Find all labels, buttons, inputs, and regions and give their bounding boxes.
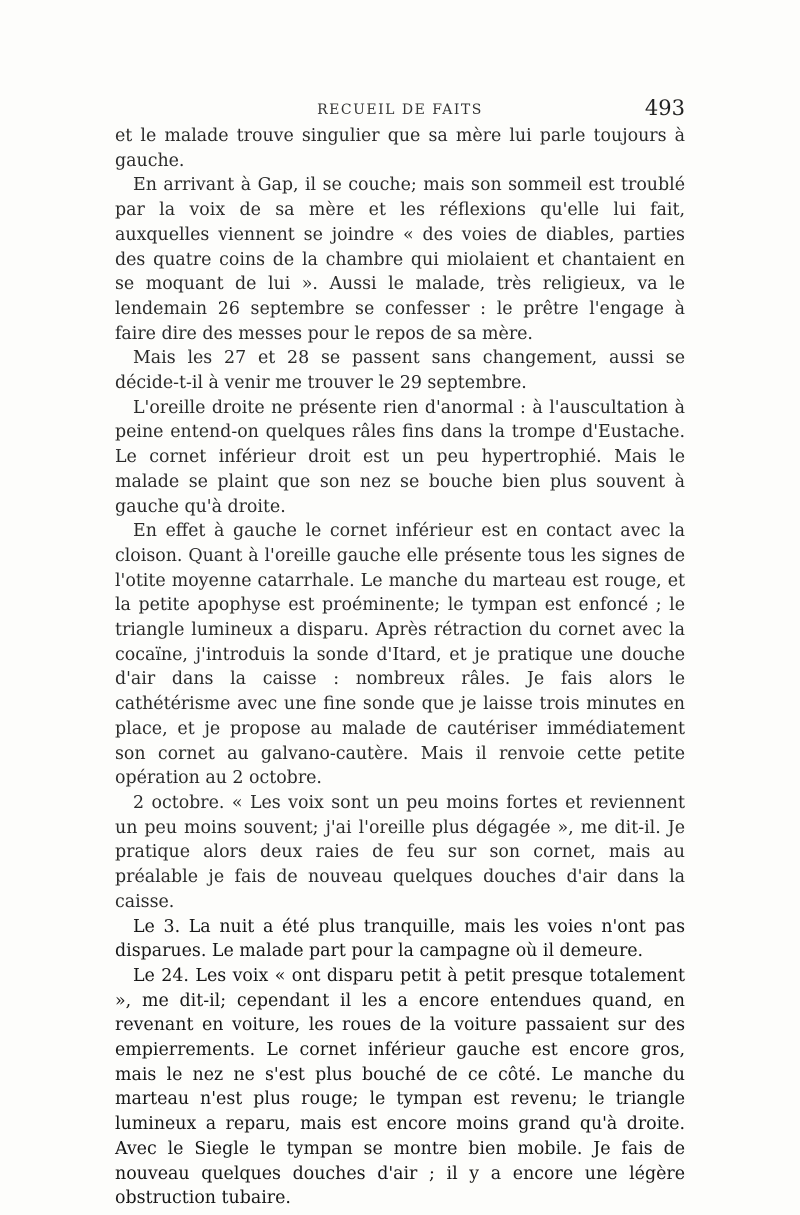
paragraph: Mais les 27 et 28 se passent sans changement, aussi se décide-t-il à venir me trouver le 29 septembre.: [115, 348, 685, 394]
paragraph: L'oreille droite ne présente rien d'anormal : à l'auscultation à peine entend-on quelques râles fins dans la trompe d'Eustache. Le cornet inférieur droit est un peu hypertrophié. Mais le malade se plaint que son nez se bouche bien plus souvent à gauche qu'à droite.: [115, 397, 685, 517]
paragraph: Le 3. La nuit a été plus tranquille, mais les voies n'ont pas disparues. Le malade part pour la campagne où il demeure.: [115, 916, 685, 962]
paragraph: 2 octobre. « Les voix sont un peu moins fortes et reviennent un peu moins souvent; j'ai l'oreille plus dégagée », me dit-il. Je pratique alors deux raies de feu sur son cornet, mais au préalable je fais de nouveau quelques douches d'air dans la caisse.: [115, 792, 685, 912]
paragraph: Le 24. Les voix « ont disparu petit à petit presque totalement », me dit-il; cependant il les a encore entendues quand, en revenant en voiture, les roues de la voiture passaient sur des empierrements. Le cornet inférieur gauche est encore gros, mais le nez ne s'est plus bouché de ce côté. Le manche du marteau n'est plus rouge; le tympan est revenu; le triangle lumineux a reparu, mais est encore moins grand qu'à droite. Avec le Siegle le tympan se montre bien mobile. Je fais de nouveau quelques douches d'air ; il y a encore une légère obstruction tubaire.: [115, 965, 685, 1209]
paragraph: En arrivant à Gap, il se couche; mais son sommeil est troublé par la voix de sa mère et les réflexions qu'elle lui fait, auxquelles viennent se joindre « des voies de diables, parties des quatre coins de la chambre qui miolaient et chantaient en se moquant de lui ». Aussi le malade, très religieux, va le lendemain 26 septembre se confesser : le prêtre l'engage à faire dire des messes pour le repos de sa mère.: [115, 175, 685, 344]
paragraph: et le malade trouve singulier que sa mère lui parle toujours à gauche.: [115, 126, 685, 171]
page-number: 493: [644, 96, 685, 120]
running-head: RECUEIL DE FAITS: [317, 102, 483, 118]
paragraph: En effet à gauche le cornet inférieur est en contact avec la cloison. Quant à l'oreille gauche elle présente tous les signes de l'otite moyenne catarrhale. Le manche du marteau est rouge, et la petite apophyse est proéminente; le tympan est enfoncé ; le triangle lumineux a disparu. Après rétraction du cornet avec la cocaïne, j'introduis la sonde d'Itard, et je pratique une douche d'air dans la caisse : nombreux râles. Je fais alors le cathétérisme avec une fine sonde que je laisse trois minutes en place, et je propose au malade de cautériser immédiatement son cornet au galvano-cautère. Mais il renvoie cette petite opération au 2 octobre.: [115, 521, 685, 789]
body-text: [115, 124, 685, 1211]
